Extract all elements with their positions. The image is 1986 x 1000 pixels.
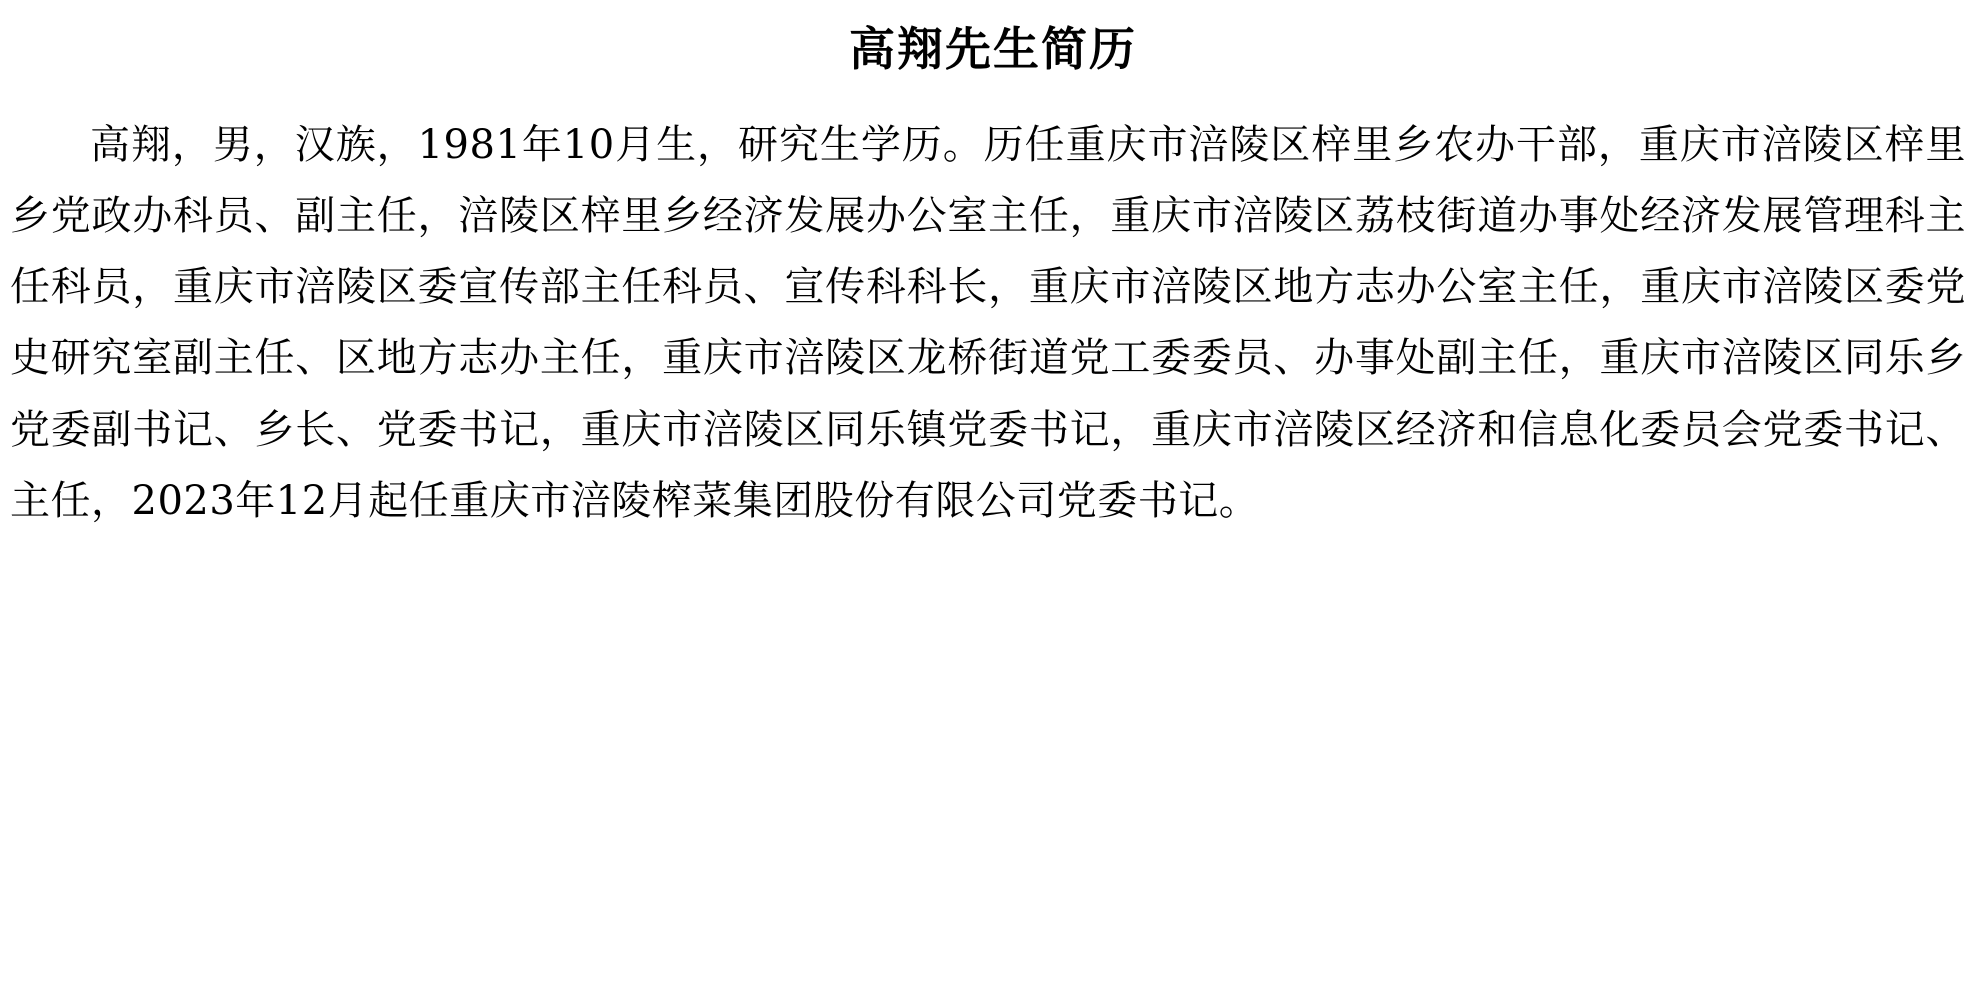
biography-paragraph: 高翔，男，汉族，1981年10月生，研究生学历。历任重庆市涪陵区梓里乡农办干部，重庆市涪陵区梓里乡党政办科员、副主任，涪陵区梓里乡经济发展办公室主任，重庆市涪陵区荔枝街道办事处经济发展管理科主任科员，重庆市涪陵区委宣传部主任科员、宣传科科长，重庆市涪陵区地方志办公室主任，重庆市涪陵区委党史研究室副主任、区地方志办主任，重庆市涪陵区龙桥街道党工委委员、办事处副主任，重庆市涪陵区同乐乡党委副书记、乡长、党委书记，重庆市涪陵区同乐镇党委书记，重庆市涪陵区经济和信息化委员会党委书记、主任，2023年12月起任重庆市涪陵榨菜集团股份有限公司党委书记。 xyxy=(10,121,1966,524)
document-body xyxy=(0,110,1986,537)
page-title: 高翔先生简历 xyxy=(849,22,1137,76)
